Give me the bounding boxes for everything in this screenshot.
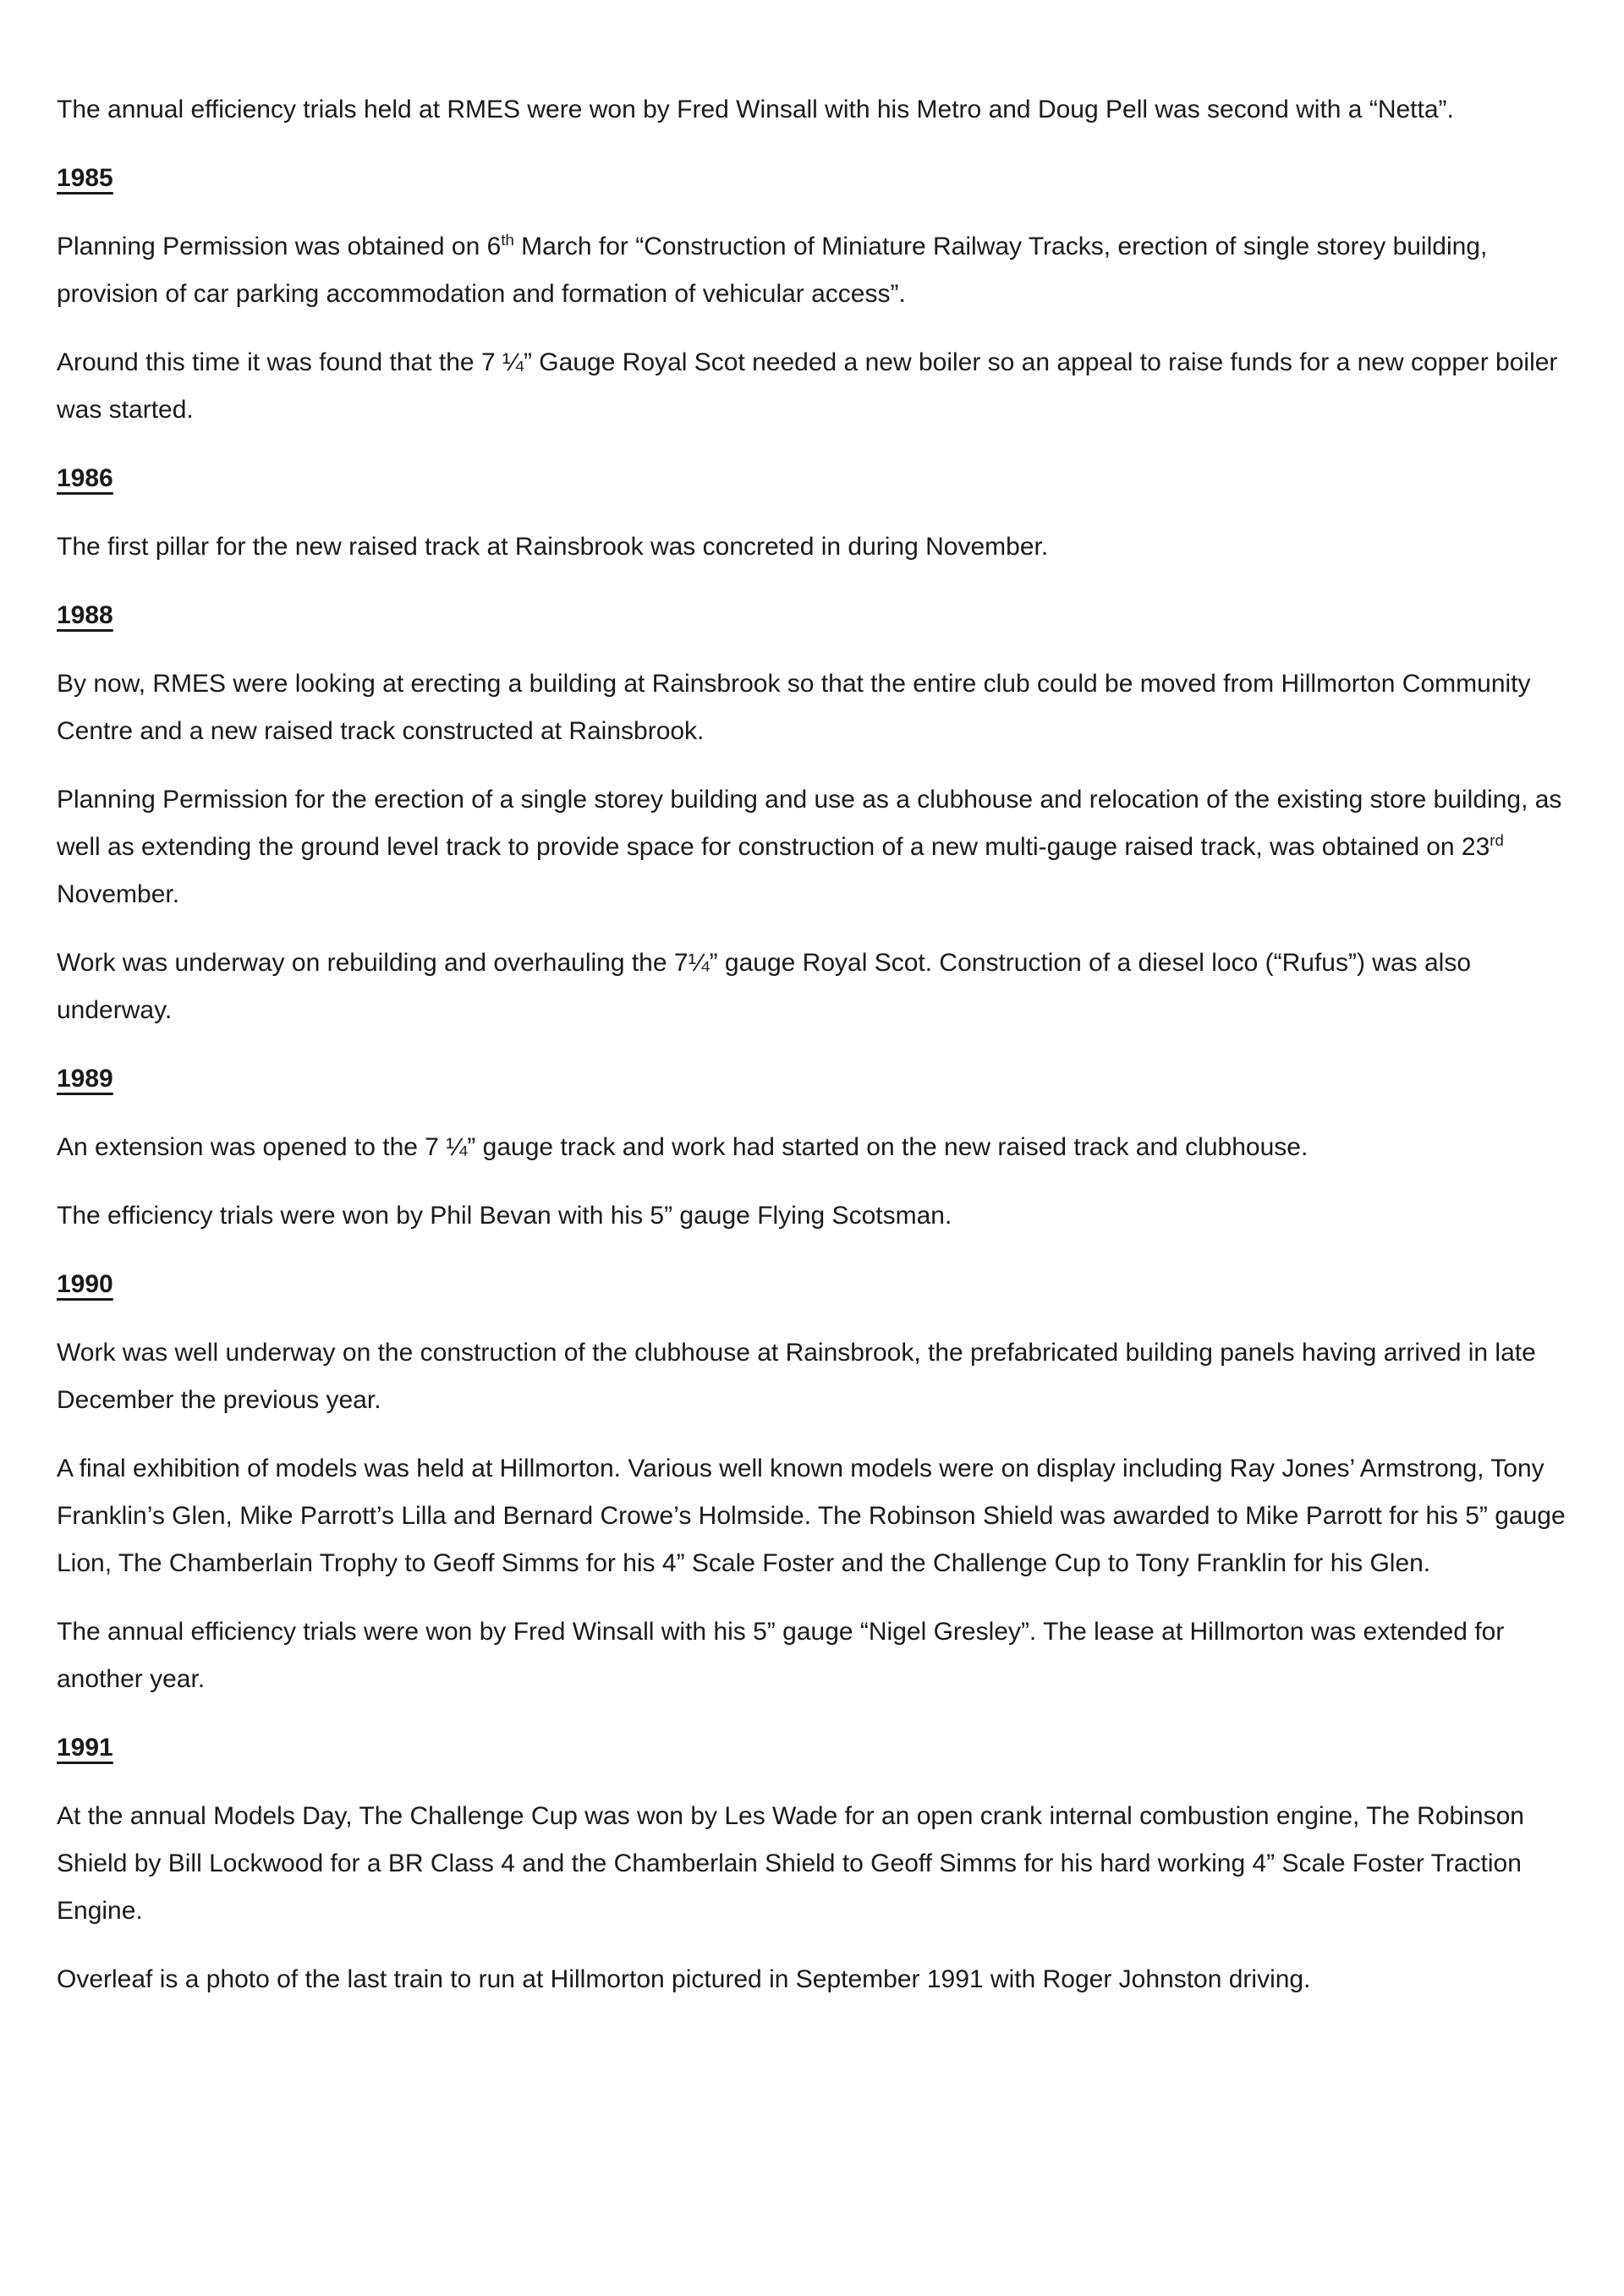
paragraph-1989-2: The efficiency trials were won by Phil Bevan with his 5” gauge Flying Scotsman. xyxy=(57,1202,952,1230)
paragraph-1989-1: An extension was opened to the 7 ¼” gauge track and work had started on the new raised track and clubhouse. xyxy=(57,1133,1309,1161)
paragraph-1990-1: Work was well underway on the construction of the clubhouse at Rainsbrook, the prefabricated building panels having arrived in late December the previous year. xyxy=(57,1339,1536,1414)
paragraph-1991-1: At the annual Models Day, The Challenge Cup was won by Les Wade for an open crank internal combustion engine, The Robinson Shield by Bill Lockwood for a BR Class 4 and the Chamberlain Shield to Geoff Simms for his hard working 4” Scale Foster Traction Engine. xyxy=(57,1802,1524,1925)
year-heading-1985: 1985 xyxy=(57,164,113,192)
year-heading-1991: 1991 xyxy=(57,1734,113,1762)
year-heading-1986: 1986 xyxy=(57,464,113,492)
year-heading-1988: 1988 xyxy=(57,601,113,629)
paragraph-1988-3: Work was underway on rebuilding and overhauling the 7¼” gauge Royal Scot. Construction of a diesel loco (“Rufus”) was also underway. xyxy=(57,949,1472,1024)
paragraph-1985-1: Planning Permission was obtained on 6th March for “Construction of Miniature Railway Tracks, erection of single storey building, provision of car parking accommodation and formation of vehicular access”. xyxy=(57,231,1488,308)
paragraph-1986-1: The first pillar for the new raised track at Rainsbrook was concreted in during November. xyxy=(57,533,1049,561)
intro-paragraph: The annual efficiency trials held at RMES were won by Fred Winsall with his Metro and Doug Pell was second with a “Netta”. xyxy=(57,96,1454,123)
paragraph-1991-2: Overleaf is a photo of the last train to run at Hillmorton pictured in September 1991 with Roger Johnston driving. xyxy=(57,1965,1311,1993)
paragraph-1990-2: A final exhibition of models was held at Hillmorton. Various well known models were on display including Ray Jones’ Armstrong, Tony Franklin’s Glen, Mike Parrott’s Lilla and Bernard Crowe’s Holmside. The Robinson Shield was awarded to Mike Parrott for his 5” gauge Lion, The Chamberlain Trophy to Geoff Simms for his 4” Scale Foster and the Challenge Cup to Tony Franklin for his Glen. xyxy=(57,1455,1566,1577)
year-heading-1990: 1990 xyxy=(57,1270,113,1298)
paragraph-1985-2: Around this time it was found that the 7 ¼” Gauge Royal Scot needed a new boiler so an appeal to raise funds for a new copper boiler was started. xyxy=(57,348,1558,424)
paragraph-1988-2: Planning Permission for the erection of a single storey building and use as a clubhouse and relocation of the existing store building, as well as extending the ground level track to provide space for construction of a new multi-gauge raised track, was obtained on 23rd November. xyxy=(57,786,1562,908)
paragraph-1988-1: By now, RMES were looking at erecting a building at Rainsbrook so that the entire club could be moved from Hillmorton Community Centre and a new raised track constructed at Rainsbrook. xyxy=(57,670,1531,745)
paragraph-1990-3: The annual efficiency trials were won by Fred Winsall with his 5” gauge “Nigel Gresley”. The lease at Hillmorton was extended for another year. xyxy=(57,1618,1505,1693)
year-heading-1989: 1989 xyxy=(57,1065,113,1093)
